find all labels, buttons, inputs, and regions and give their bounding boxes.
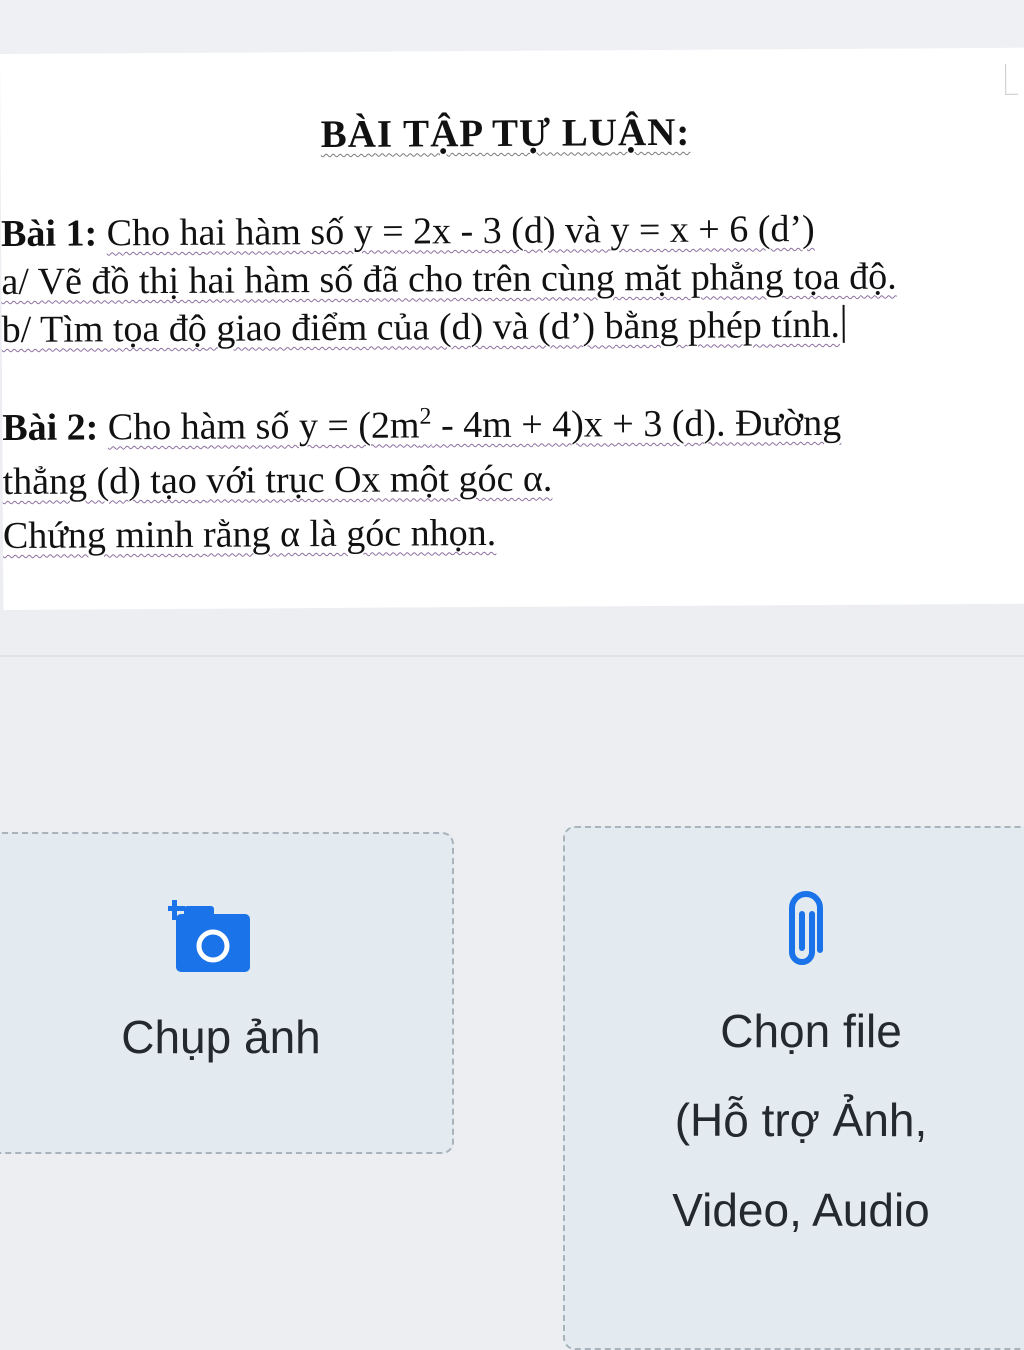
choose-file-label[interactable]: Chọn file (720, 1005, 902, 1057)
take-photo-card[interactable] (0, 832, 454, 1154)
problem1-text: Cho hai hàm số y = 2x - 3 (d) và y = x + 6 (d’) (106, 208, 815, 255)
problem1-part-b: b/ Tìm tọa độ giao điểm của (d) và (d’) bằng phép tính. (1, 303, 841, 351)
uploaded-document-image (0, 48, 1024, 610)
document-title-text: BÀI TẬP TỰ LUẬN: (320, 110, 691, 157)
problem1-line (1, 207, 815, 256)
paperclip-icon[interactable] (778, 890, 826, 976)
problem2-line1-text (108, 402, 842, 448)
text-caret (843, 305, 845, 343)
section-divider (0, 655, 1024, 657)
problem2-line3: Chứng minh rằng α là góc nhọn. (2, 511, 497, 557)
problem2-heading: Bài 2: (2, 406, 99, 449)
take-photo-label[interactable]: Chụp ảnh (121, 1011, 321, 1063)
problem2-exponent: 2 (419, 403, 432, 430)
add-camera-icon[interactable] (168, 900, 254, 978)
problem2-line2: thẳng (d) tạo với trục Ox một góc α. (2, 457, 553, 503)
choose-file-note-line2: Video, Audio (672, 1184, 930, 1236)
problem1-part-b-line (2, 303, 846, 352)
document-title (0, 108, 1010, 159)
problem2-text-before-exponent: Cho hàm số y = (2m (107, 404, 420, 449)
problem1-part-a: a/ Vẽ đồ thị hai hàm số đã cho trên cùng mặt phẳng tọa độ. (1, 255, 897, 303)
problem1-heading: Bài 1: (0, 212, 98, 255)
problem2-line1 (2, 401, 841, 450)
choose-file-note-line1: (Hỗ trợ Ảnh, (674, 1094, 928, 1146)
page-corner-mark (1005, 64, 1018, 95)
problem2-text-after-exponent: - 4m + 4)x + 3 (d). Đường (431, 401, 842, 447)
